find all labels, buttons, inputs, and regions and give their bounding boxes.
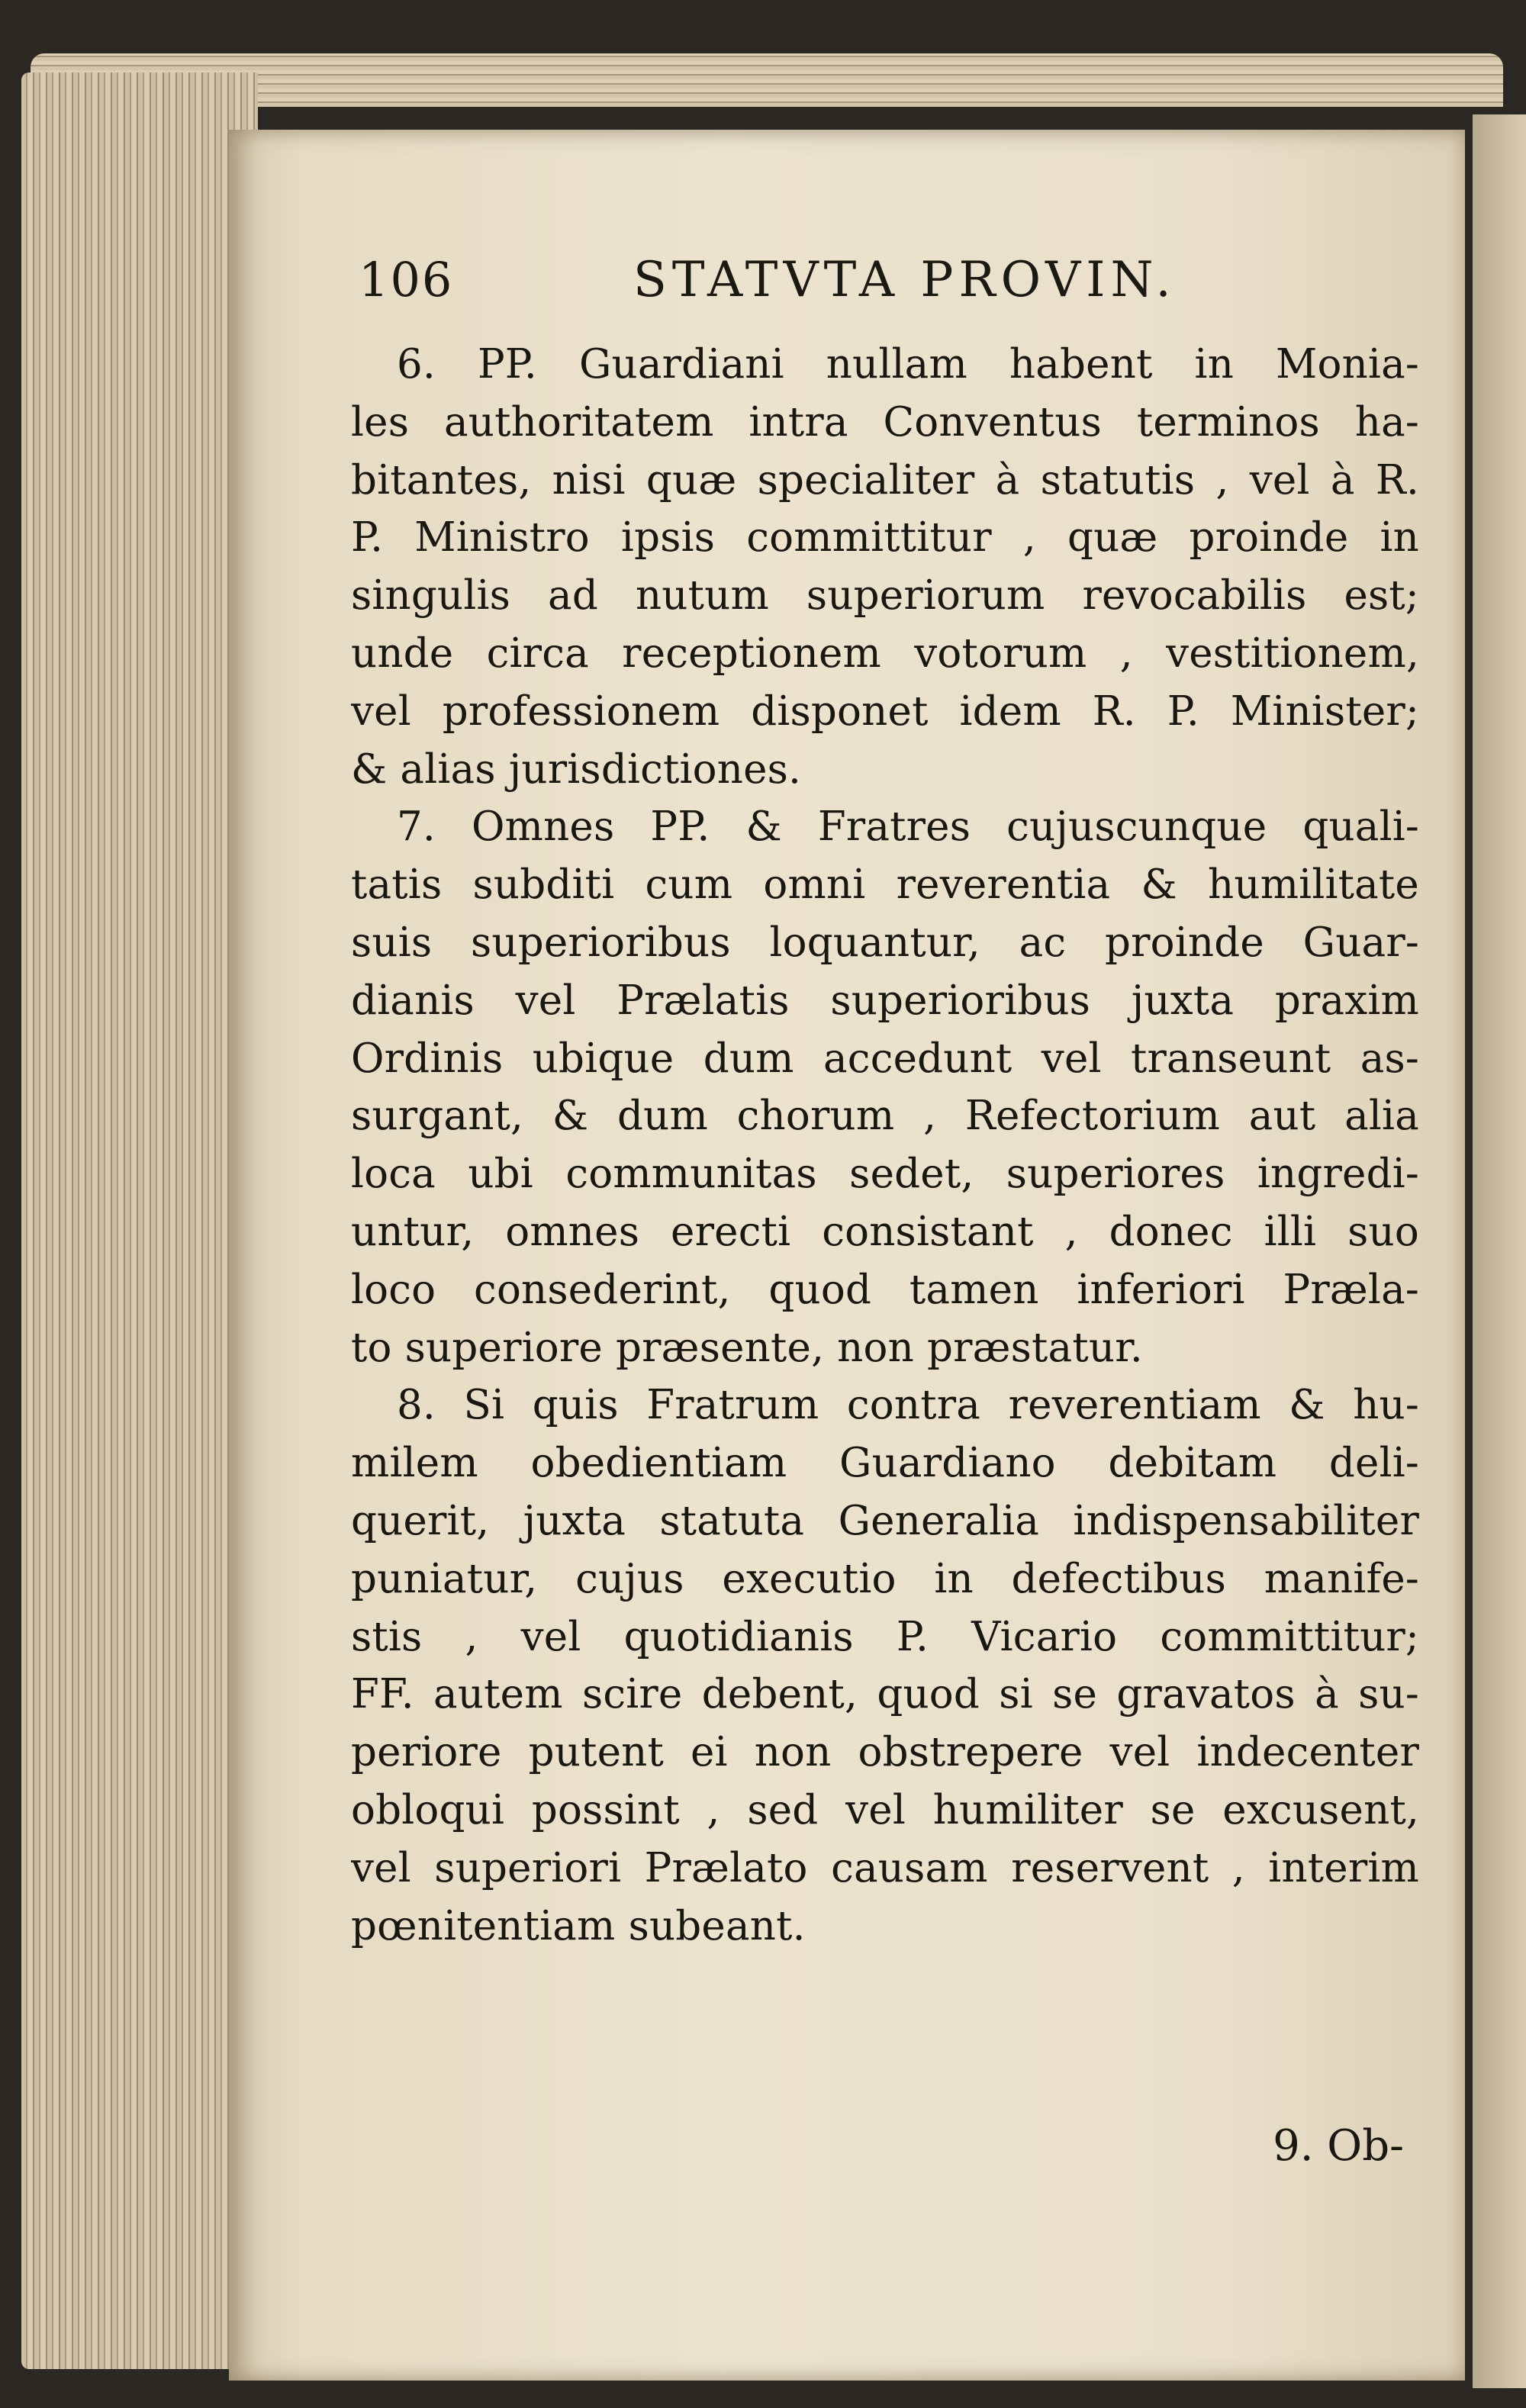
text-line: loco consederint, quod tamen inferiori Præla- — [351, 1266, 1419, 1313]
text-line: dianis vel Prælatis superioribus juxta praxim — [351, 977, 1419, 1024]
text-line: untur, omnes erecti consistant , donec illi suo — [351, 1208, 1419, 1255]
text-line: loca ubi communitas sedet, superiores ingredi- — [351, 1151, 1419, 1198]
text-line: 7. Omnes PP. & Fratres cujuscunque quali- — [397, 803, 1419, 851]
text-line: FF. autem scire debent, quod si se gravatos à su- — [351, 1671, 1419, 1718]
text-line: 8. Si quis Fratrum contra reverentiam & hu- — [397, 1382, 1419, 1429]
text-line: les authoritatem intra Conventus terminos ha- — [351, 398, 1419, 446]
text-line: vel professionem disponet idem R. P. Minister; — [351, 687, 1419, 735]
text-line: milem obedientiam Guardiano debitam deli- — [351, 1440, 1419, 1487]
catchword: 9. Ob- — [1273, 2121, 1404, 2171]
text-line: querit, juxta statuta Generalia indispensabiliter — [351, 1497, 1419, 1544]
text-line: P. Ministro ipsis committitur , quæ proinde in — [351, 514, 1419, 562]
text-line: pœnitentiam subeant. — [351, 1902, 806, 1949]
text-line: 6. PP. Guardiani nullam habent in Monia- — [397, 341, 1419, 388]
text-line: puniatur, cujus executio in defectibus manife- — [351, 1555, 1419, 1602]
page-number: 106 — [359, 252, 454, 307]
text-line: Ordinis ubique dum accedunt vel transeunt as- — [351, 1035, 1419, 1082]
text-line: singulis ad nutum superiorum revocabilis est; — [351, 572, 1419, 620]
text-line: bitantes, nisi quæ specialiter à statutis , vel à R. — [351, 456, 1419, 504]
page-edges-left — [21, 72, 258, 2369]
text-line: stis , vel quotidianis P. Vicario committitur; — [351, 1613, 1419, 1660]
text-line: to superiore præsente, non præstatur. — [351, 1324, 1143, 1371]
text-line: & alias jurisdictiones. — [351, 745, 802, 793]
text-line: surgant, & dum chorum , Refectorium aut alia — [351, 1093, 1419, 1140]
text-line: obloqui possint , sed vel humiliter se excusent, — [351, 1786, 1419, 1833]
facing-page-edge — [1473, 114, 1526, 2388]
text-line: unde circa receptionem votorum , vestitionem, — [351, 629, 1419, 677]
text-line: periore putent ei non obstrepere vel indecenter — [351, 1729, 1419, 1776]
text-line: vel superiori Prælato causam reservent , interim — [351, 1844, 1419, 1891]
text-line: tatis subditi cum omni reverentia & humilitate — [351, 861, 1419, 909]
text-line: suis superioribus loquantur, ac proinde Guar- — [351, 919, 1419, 966]
body-text — [351, 336, 1419, 1955]
page-header — [359, 252, 1412, 336]
running-title: STATVTA PROVIN. — [633, 252, 1177, 308]
